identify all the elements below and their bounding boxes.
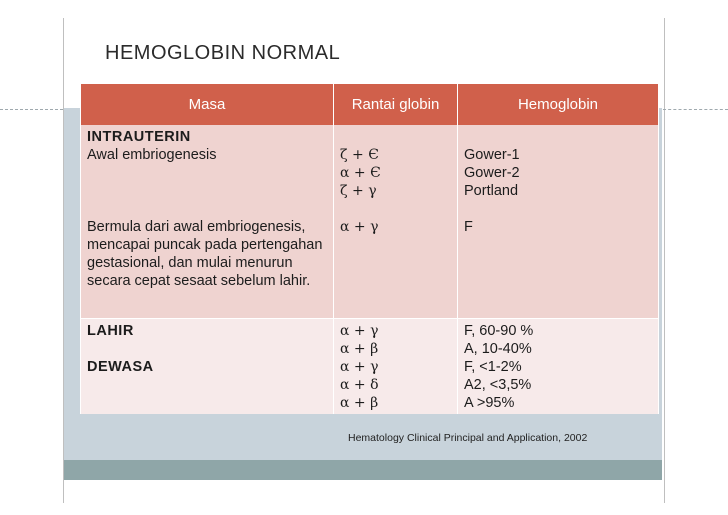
cell-globin-intrauterin (334, 125, 458, 319)
cell-hemoglobin-intrauterin (458, 125, 659, 319)
slide-title: HEMOGLOBIN NORMAL (105, 42, 341, 64)
source-citation: Hematology Clinical Principal and Application, 2002 (348, 432, 588, 444)
header-hemoglobin: Hemoglobin (458, 84, 659, 125)
globin-dewasa-a2: α + δ (340, 377, 379, 393)
lahir-label: LAHIR (87, 323, 134, 339)
dewasa-label: DEWASA (87, 359, 154, 375)
globin-dewasa-f: α + γ (340, 359, 379, 375)
cell-globin-postnatal (334, 319, 458, 415)
hb-dewasa-a2: A2, <3,5% (464, 377, 532, 393)
header-masa: Masa (81, 84, 334, 125)
intrauterin-label: INTRAUTERIN (87, 129, 191, 145)
globin-portland: ζ + γ (340, 183, 377, 199)
divider-right (663, 109, 728, 110)
hb-lahir-f: F, 60-90 % (464, 323, 534, 339)
hemoglobin-table (80, 84, 659, 414)
hb-dewasa-f: F, <1-2% (464, 359, 522, 375)
cell-masa-intrauterin (81, 125, 334, 319)
cell-masa-postnatal (81, 319, 334, 415)
hb-portland: Portland (464, 183, 519, 199)
hb-gower2: Gower-2 (464, 165, 520, 181)
divider-left (0, 109, 63, 110)
globin-gower1: ζ + Є (340, 147, 379, 163)
globin-f: α + γ (340, 219, 379, 235)
hb-lahir-a: A, 10-40% (464, 341, 532, 357)
phase1-masa: Awal embriogenesis (87, 147, 217, 163)
globin-dewasa-a: α + β (340, 395, 379, 411)
cell-hemoglobin-postnatal (458, 319, 659, 415)
globin-lahir-f: α + γ (340, 323, 379, 339)
hb-gower1: Gower-1 (464, 147, 520, 163)
table-row-postnatal (81, 319, 659, 415)
globin-gower2: α + Є (340, 165, 381, 181)
phase2-masa: Bermula dari awal embriogenesis, mencapai puncak pada pertengahan gestasional, dan mulai menurun secara cepat sesaat sebelum lahir. (87, 219, 323, 289)
globin-lahir-a: α + β (340, 341, 379, 357)
header-rantai-globin: Rantai globin (334, 84, 458, 125)
hb-dewasa-a: A >95% (464, 395, 515, 411)
footer-band (64, 460, 662, 480)
hb-f: F (464, 219, 473, 235)
table-header-row (81, 84, 659, 125)
table-row-intrauterin (81, 125, 659, 319)
